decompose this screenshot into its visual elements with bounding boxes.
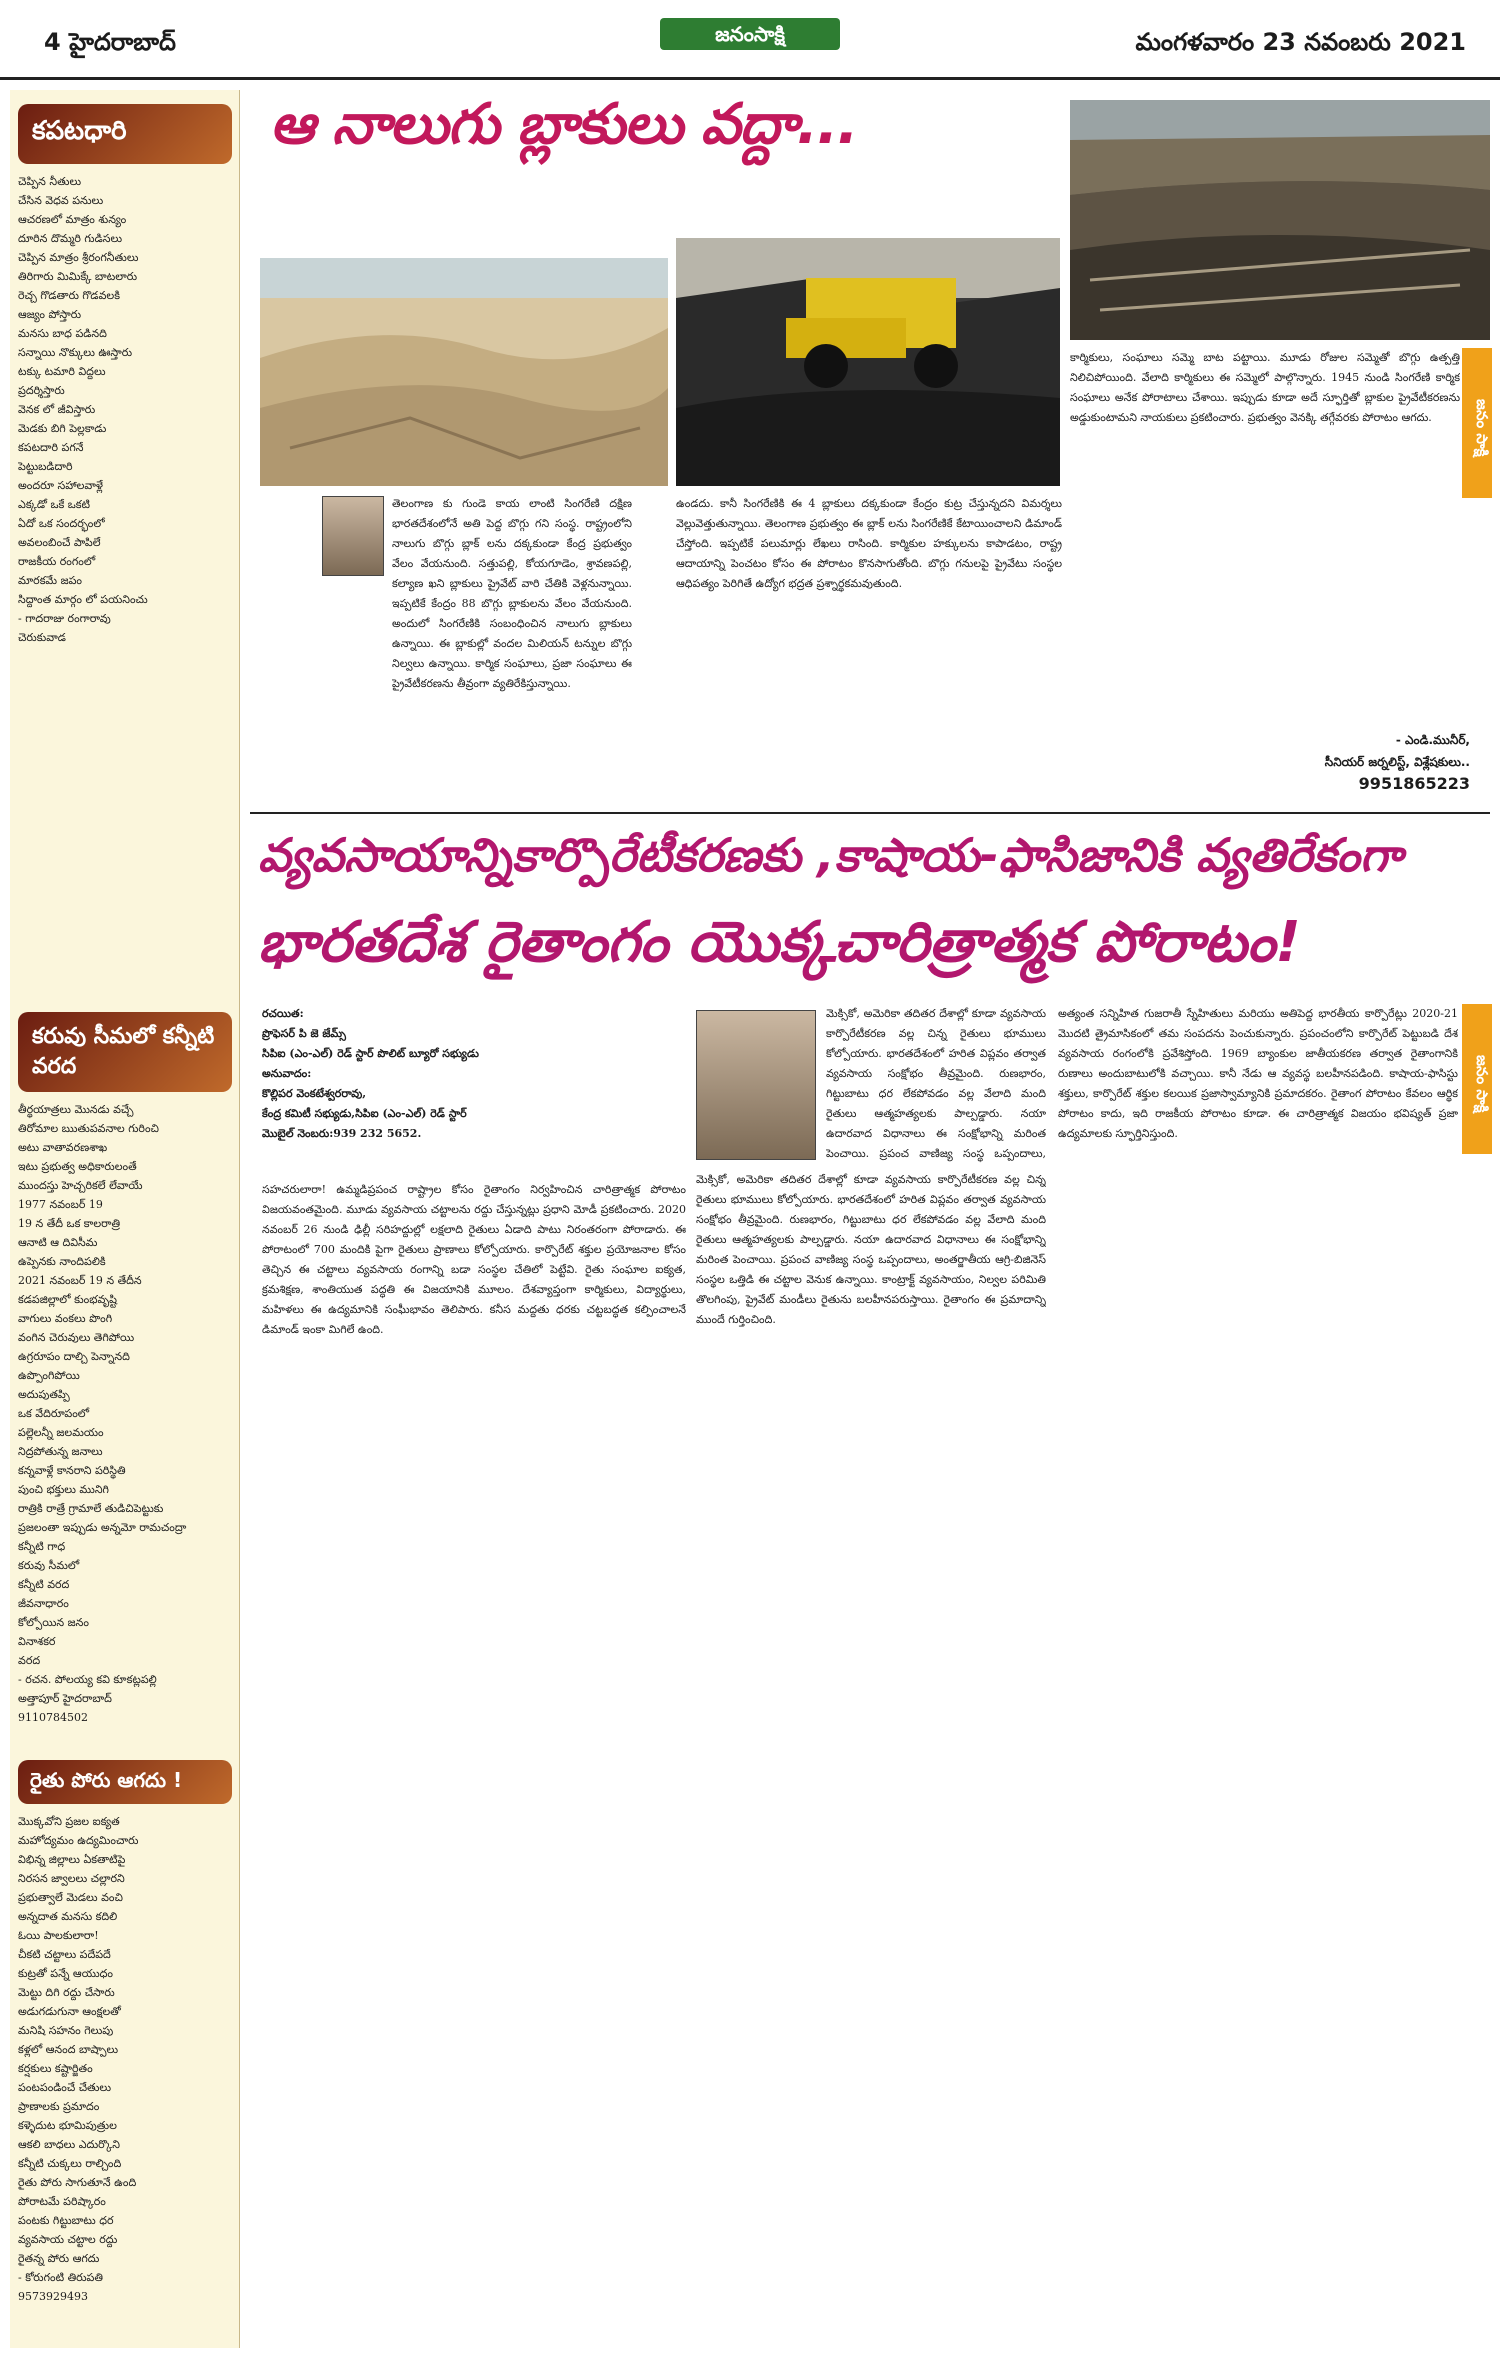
sidebar-title-3: రైతు పోరు ఆగదు ! [18, 1760, 232, 1804]
article2-col2-intro: మెక్సికో, అమెరికా తదితర దేశాల్లో కూడా వ్యవసాయ కార్పొరేటీకరణ వల్ల చిన్న రైతులు భూములు కోల్పోయారు. భారతదేశంలో హరిత విప్లవం తర్వాత వ్యవసాయ సంక్షోభం తీవ్రమైంది. రుణభారం, గిట్టుబాటు ధర లేకపోవడం వల్ల వేలాది మంది రైతులు ఆత్మహత్యలకు పాల్పడ్డారు. నయా ఉదారవాద విధానాలు ఈ సంక్షోభాన్ని మరింత పెంచాయి. ప్రపంచ వాణిజ్య సంస్థ ఒప్పందాలు, [826, 1007, 1046, 1160]
article2-col2: మెక్సికో, అమెరికా తదితర దేశాల్లో కూడా వ్యవసాయ కార్పొరేటీకరణ వల్ల చిన్న రైతులు భూములు కోల్పోయారు. భారతదేశంలో హరిత విప్లవం తర్వాత వ్యవసాయ సంక్షోభం తీవ్రమైంది. రుణభారం, గిట్టుబాటు ధర లేకపోవడం వల్ల వేలాది మంది రైతులు ఆత్మహత్యలకు పాల్పడ్డారు. నయా ఉదారవాద విధానాలు ఈ సంక్షోభాన్ని మరింత పెంచాయి. ప్రపంచ వాణిజ్య సంస్థ ఒప్పందాలు, అంతర్జాతీయ ఆగ్రి-బిజినెస్ సంస్థల ఒత్తిడి ఈ చట్టాల వెనుక ఉన్నాయి. కాంట్రాక్ట్ వ్యవసాయం, నిల్వల పరిమితి తొలగింపు, ప్రైవేట్ మండీలు రైతును బలహీనపరుస్తాయి. రైతాంగం ఈ ప్రమాదాన్ని ముందే గుర్తించింది. [696, 1173, 1046, 1326]
article1-designation: సీనియర్ జర్నలిస్ట్, విశ్లేషకులు.. [1324, 755, 1470, 769]
author-photo-james [696, 1010, 816, 1160]
article1-signature: - ఎండి.మునీర్, [1395, 733, 1470, 747]
article2-headline-line1: వ్యవసాయాన్నికార్పొరేటీకరణకు ,కాషాయ-ఫాసిజానికి వ్యతిరేకంగా [258, 828, 1403, 882]
section-tag-1: జనం సాక్షి [1462, 348, 1492, 498]
article2-byline: రచయిత: ప్రొఫెసర్ పి జె జేమ్స్ సిపిఐ (ఎం-ఎల్) రెడ్ స్టార్ పొలిట్ బ్యూరో సభ్యుడు అనువాదం: కొల్లిపర వెంకటేశ్వరరావు, కేంద్ర కమిటీ సభ్యుడు,సిపిఐ (ఎం-ఎల్) రెడ్ స్టార్ మొబైల్ నెంబరు:939 232 5652. [262, 1007, 479, 1140]
article2-headline-line2: భారతదేశ రైతాంగం యొక్కచారిత్రాత్మక పోరాటం! [258, 910, 1301, 975]
coal-truck-photo [676, 238, 1060, 486]
article1-headline: ఆ నాలుగు బ్లాకులు వద్దా... [270, 92, 858, 157]
article1-col3: కార్మికులు, సంఘాలు సమ్మె బాట పట్టాయి. మూడు రోజుల సమ్మెతో బొగ్గు ఉత్పత్తి నిలిచిపోయింది. వేలాది కార్మికులు ఈ సమ్మెలో పాల్గొన్నారు. 1945 నుండి సింగరేణి కార్మిక సంఘాలు అనేక పోరాటాలు చేశాయి. ఇప్పుడు కూడా అదే స్ఫూర్తితో బ్లాకుల ప్రైవేటీకరణను అడ్డుకుంటామని నాయకులు ప్రకటించారు. ప్రభుత్వం వెనక్కి తగ్గేవరకు పోరాటం ఆగదు. [1070, 351, 1460, 424]
date-line: మంగళవారం 23 నవంబరు 2021 [1135, 28, 1466, 56]
sidebar-poem-1: చెప్పిన నీతులు చేసిన వెధవ పనులు ఆచరణలో మాత్రం శున్యం దూరిన దొమ్మరి గుడిసలు చెప్పిన మాత్రం శ్రీరంగనీతులు తిరిగారు మిమిక్కే బాటలారు రెచ్చ గొడతారు గొడవలకి ఆజ్యం పోస్తారు మనసు బాధ పడినది సన్నాయి నొక్కులు ఊస్తారు టక్కు టమారి విద్దలు ప్రదర్శిస్తారు వెనక లో జీవిస్తారు మెడకు బిగి పెల్లకాడు కపటదారి పగనే పెట్టుబడిదారి అందరూ సహాలవాళ్లే ఎక్కడో ఒకే ఒకటి ఏదో ఒక సందర్భంలో అవలంబించే పాపిలే రాజకీయ రంగంలో మారకమే జపం సిద్దాంత మార్గం లో పయనించు - గాదరాజు రంగారావు చెరుకువాడ [18, 175, 148, 644]
sidebar-poem-2: తీర్థయాత్రలు మొనడు వచ్చే తిరోమాల ఋతుపవనాల గురించి అటు వాతావరణశాఖ ఇటు ప్రభుత్వ అధికారులంతే ముందస్తు హెచ్చరికలే లేవాయే 1977 నవంబర్ 19 19 న తేదీ ఒక కాలరాత్రి ఆనాటి ఆ దివిసీమ ఉప్పెనకు నాందిపలికి 2021 నవంబర్ 19 న తేదీన కడపజిల్లాలో కుంభవృష్టి వాగులు వంకలు పొంగి వంగిన చెరువులు తెగిపోయి ఉగ్రరూపం దాల్చి పెన్నానది ఉప్పొంగిపోయి అదుపుతప్పి ఒక వేదిరూపంలో పల్లెలన్నీ జలమయం నిద్రపోతున్న జనాలు కన్నవాళ్లే కానరాని పరిస్థితి పుంచి భక్తులు మునిగి రాత్రికి రాత్రే గ్రామాలే తుడిచిపెట్టుకు ప్రజలంతా ఇప్పుడు అన్నమో రామచంద్రా కన్నీటి గాధ కరువు సీమలో కన్నీటి వరద జీవనాధారం కోల్పోయిన జనం వినాశకర వరద - రచన. పోలయ్య కవి కూకట్లపల్లి అత్తాపూర్ హైదరాబాద్ 9110784502 [18, 1103, 187, 1724]
section-divider [250, 812, 1490, 814]
mine-photo-left [260, 258, 668, 486]
article1-col1: తెలంగాణ కు గుండె కాయ లాంటి సింగరేణి దక్షిణ భారతదేశంలోనే అతి పెద్ద బొగ్గు గని సంస్థ. రాష్ట్రంలోని నాలుగు బొగ్గు బ్లాక్ లను దక్కకుండా కేంద్ర ప్రభుత్వం వేలం వేయనుంది. సత్తుపల్లి, కోయగూడెం, శ్రావణపల్లి, కల్యాణ ఖని బ్లాకులు ప్రైవేట్ వారి చేతికి వెళ్లనున్నాయి. ఇప్పటికే కేంద్రం 88 బొగ్గు బ్లాకులను వేలం వేయనుంది. అందులో సింగరేణికి సంబంధించిన నాలుగు బ్లాకులు ఉన్నాయి. ఈ బ్లాకుల్లో వందల మిలియన్ టన్నుల బొగ్గు నిల్వలు ఉన్నాయి. కార్మిక సంఘాలు, ప్రజా సంఘాలు ఈ ప్రైవేటీకరణను తీవ్రంగా వ్యతిరేకిస్తున్నాయి. [392, 497, 632, 690]
sidebar-title-2: కరువు సీమలో కన్నీటి వరద [18, 1012, 232, 1092]
article2-col3: అత్యంత సన్నిహిత గుజరాతీ స్నేహితులు మరియు అతిపెద్ద భారతీయ కార్పొరేట్లు 2020-21 మొదటి త్రైమాసికంలో తమ సంపదను పెంచుకున్నారు. ప్రపంచంలోని కార్పొరేట్ పెట్టుబడి దేశ వ్యవసాయ రంగంలోకి ప్రవేశిస్తోంది. 1969 బ్యాంకుల జాతీయకరణ తర్వాత రైతాంగానికి రుణాలు అందుబాటులోకి వచ్చాయి. కానీ నేడు ఆ వ్యవస్థ బలహీనపడింది. కాషాయ-ఫాసిస్టు శక్తులు, కార్పొరేట్ శక్తుల కలయిక ప్రజాస్వామ్యానికి ప్రమాదకరం. రైతాంగ పోరాటం కేవలం ఆర్థిక పోరాటం కాదు, ఇది రాజకీయ పోరాటం కూడా. ఈ చారిత్రాత్మక విజయం భవిష్యత్ ప్రజా ఉద్యమాలకు స్ఫూర్తినిస్తుంది. [1058, 1007, 1458, 1140]
article1-col2: ఉండదు. కానీ సింగరేణికి ఈ 4 బ్లాకులు దక్కకుండా కేంద్రం కుట్ర చేస్తున్నదని విమర్శలు వెల్లువెత్తుతున్నాయి. తెలంగాణ ప్రభుత్వం ఈ బ్లాక్ లను సింగరేణికే కేటాయించాలని డిమాండ్ చేస్తోంది. ఇప్పటికే పలుమార్లు లేఖలు రాసింది. కార్మికుల హక్కులను కాపాడటం, రాష్ట్ర ఆదాయాన్ని పెంచటం కోసం ఈ పోరాటం కొనసాగుతోంది. బొగ్గు గనులపై ప్రైవేటు సంస్థల ఆధిపత్యం పెరిగితే ఉద్యోగ భద్రత ప్రశ్నార్థకమవుతుంది. [676, 497, 1062, 590]
open-cast-mine-photo [1070, 100, 1490, 340]
section-tag-2: జనం సాక్షి [1462, 1004, 1492, 1154]
masthead-logo: జనంసాక్షి [660, 18, 840, 50]
sidebar-poem-3: మొక్కవోని ప్రజల ఐక్యత మహోద్యమం ఉద్యమించారు విభిన్న జిల్లాలు ఏకతాటిపై నిరసన జ్వాలలు చల్లారని ప్రభుత్వాలే మెడలు వంచి అన్నదాత మనసు కదిలి ఓయి పాలకులారా! చీకటి చట్టాలు పదేపదే కుట్రతో పన్నే ఆయుధం మెట్టు దిగి రద్దు చేసారు అడుగడుగునా ఆంక్షలతో మనిషి సహనం గెలుపు కళ్లలో ఆనంద బాష్పాలు కర్షకులు కష్టార్జితం పంటపండించే చేతులు ప్రాణాలకు ప్రమాదం కళ్ళెదుట భూమిపుత్రుల ఆకలి బాధలు ఎదుర్కొని కన్నీటి చుక్కలు రాల్చింది రైతు పోరు సాగుతూనే ఉంది పోరాటమే పరిష్కారం పంటకు గిట్టుబాటు ధర వ్యవసాయ చట్టాల రద్దు రైతన్న పోరు ఆగదు - కోరుగంటి తిరుపతి 9573929493 [18, 1815, 139, 2303]
article1-phone: 9951865223 [1358, 774, 1470, 793]
sidebar-title-1: కపటధారి [18, 104, 232, 164]
article2-col1: సహచరులారా! ఉమ్మడిప్రపంచ రాష్ట్రాల కోసం రైతాంగం నిర్వహించిన చారిత్రాత్మక పోరాటం విజయవంతమైంది. మూడు వ్యవసాయ చట్టాలను రద్దు చేస్తున్నట్లు ప్రధాని మోడీ ప్రకటించారు. 2020 నవంబర్ 26 నుండి ఢిల్లీ సరిహద్దుల్లో లక్షలాది రైతులు ఏడాది పాటు నిరంతరంగా పోరాడారు. ఈ పోరాటంలో 700 మందికి పైగా రైతులు ప్రాణాలు కోల్పోయారు. కార్పొరేట్ శక్తుల ప్రయోజనాల కోసం తెచ్చిన ఈ చట్టాలు వ్యవసాయ రంగాన్ని బడా సంస్థల చేతిలో పెట్టేవి. రైతు సంఘాల ఐక్యత, క్రమశిక్షణ, శాంతియుత పద్ధతి ఈ విజయానికి మూలం. దేశవ్యాప్తంగా కార్మికులు, విద్యార్థులు, మహిళలు ఈ ఉద్యమానికి సంఘీభావం తెలిపారు. కనీస మద్దతు ధరకు చట్టబద్ధత కల్పించాలనే డిమాండ్ ఇంకా మిగిలే ఉంది. [262, 1183, 686, 1336]
page-number: 4 హైదరాబాద్ [44, 28, 176, 56]
author-photo-muneer [322, 496, 384, 576]
page-header [0, 0, 1500, 80]
